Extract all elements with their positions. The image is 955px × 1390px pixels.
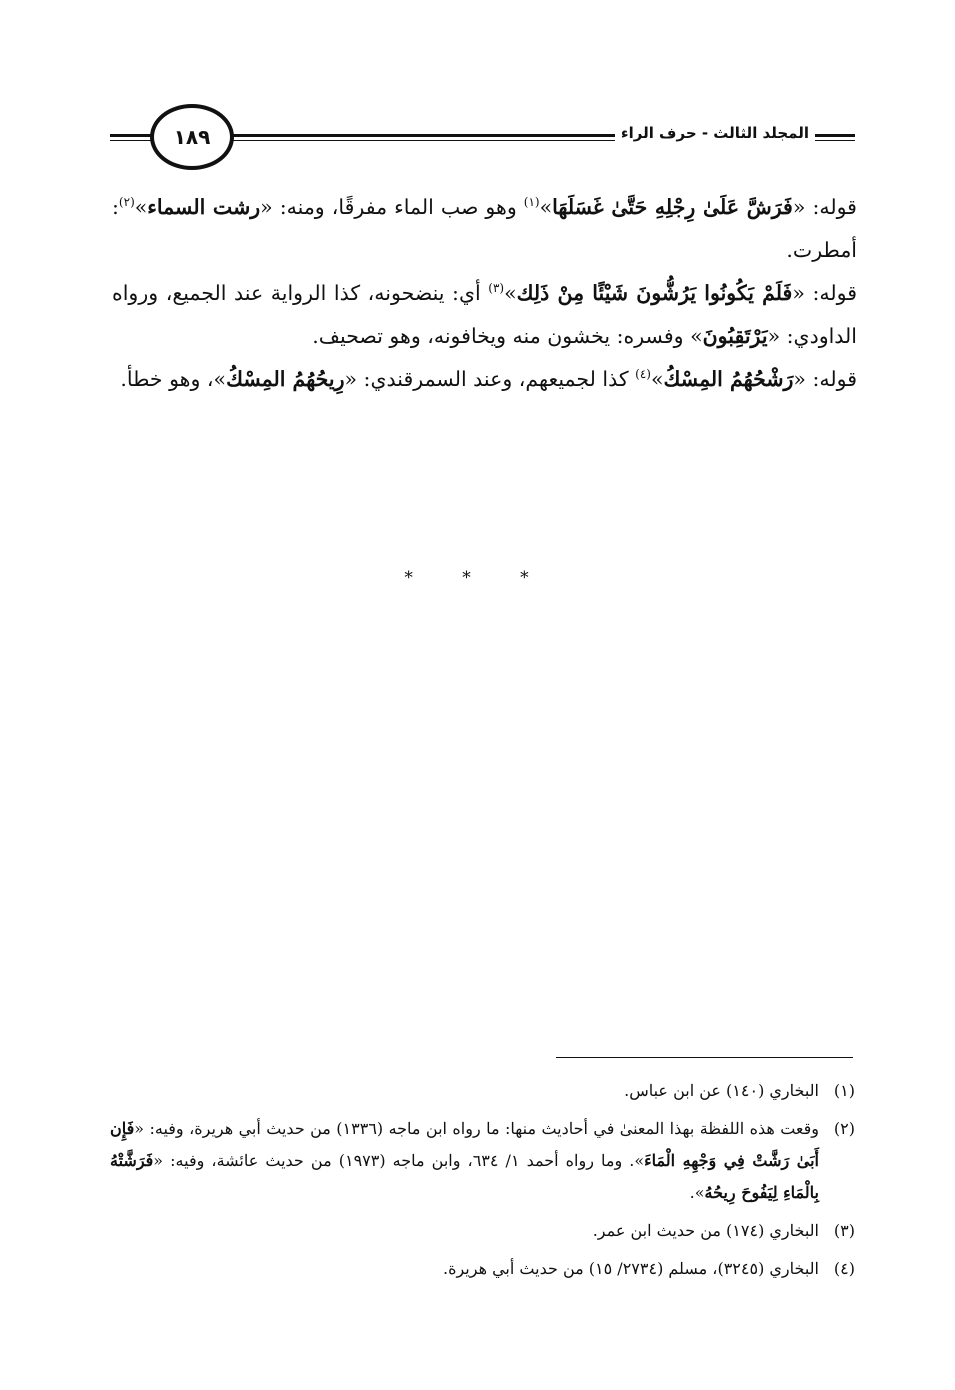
running-title: المجلد الثالث - حرف الراء [615, 124, 815, 142]
hadith-quote: فَرَشَّ عَلَىٰ رِجْلِهِ حَتَّىٰ غَسَلَهَا [552, 195, 793, 219]
page-header [110, 104, 855, 168]
hadith-quote: رَشْحُهُمُ المِسْكُ [663, 367, 794, 391]
footnote-ref: (٤) [635, 367, 651, 382]
main-text [112, 186, 857, 401]
entry-yarushshun: قوله: «فَلَمْ يَكُونُوا يَرُشُّونَ شَيْئًا مِنْ ذَلِك»$^{(٣)}$ أي: ينضحونه، كذا الرواية عند الجميع، ورواه الداودي: «يَرْتَقِبُونَ» وفسره: يخشون منه ويخافونه، وهو تصحيف. [112, 281, 857, 348]
footnote-number: (٢) [833, 1119, 855, 1138]
entry-rashhuhum: قوله: «رَشْحُهُمُ المِسْكُ»$^{(٤)}$ كذا لجميعهم، وعند السمرقندي: «رِيحُهُمُ المِسْكُ»، وهو خطأ. [120, 367, 857, 391]
footnote-ref: (٢) [118, 195, 135, 210]
footnote-number: (٣) [833, 1221, 855, 1240]
footnote-number: (٤) [833, 1259, 855, 1278]
section-separator-stars: * * * [404, 568, 551, 588]
variant-reading: يَرْتَقِبُونَ [702, 324, 768, 348]
footnote-text: وقعت هذه اللفظة بهذا المعنىٰ في أحاديث منها: ما رواه ابن ماجه (١٣٣٦) من حديث أبي هريرة، وفيه: «فَإِن أَبَىٰ رَشَّتْ فِي وَجْهِهِ الْمَاءَ». وما رواه أحمد ١/ ٦٣٤، وابن ماجه (١٩٧٣) من حديث عائشة، وفيه: «فَرَشَّتْهُ بِالْمَاءِ لِيَفُوحَ رِيحُهُ». [110, 1119, 820, 1202]
hadith-quote: فَلَمْ يَكُونُوا يَرُشُّونَ شَيْئًا مِنْ ذَلِك [516, 281, 793, 305]
header-rule-left-thin [110, 140, 154, 141]
footnote-item [110, 1075, 855, 1107]
footnote-item [110, 1215, 855, 1247]
footnote-quote: فَإِن أَبَىٰ رَشَّتْ فِي وَجْهِهِ الْمَاءَ [110, 1119, 819, 1170]
footnote-text: البخاري (١٤٠) عن ابن عباس. [624, 1081, 819, 1100]
footnote-separator [556, 1057, 853, 1058]
footnote-text: البخاري (١٧٤) من حديث ابن عمر. [592, 1221, 819, 1240]
footnote-ref: (٣) [488, 281, 505, 296]
variant-reading: رِيحُهُمُ المِسْكُ [226, 367, 345, 391]
footnote-ref: (١) [523, 195, 540, 210]
quoted-phrase: رشت السماء [147, 195, 261, 219]
footnote-text: البخاري (٣٢٤٥)، مسلم (٢٧٣٤/ ١٥) من حديث أبي هريرة. [442, 1259, 819, 1278]
header-rule-left [110, 134, 154, 137]
footnote-quote: فَرَشَّتْهُ بِالْمَاءِ لِيَفُوحَ رِيحُهُ [110, 1151, 819, 1202]
page-number: ١٨٩ [150, 104, 234, 170]
footnotes [110, 1075, 855, 1291]
footnote-item [110, 1113, 855, 1209]
footnote-number: (١) [833, 1081, 855, 1100]
entry-rashsha: قوله: «فَرَشَّ عَلَىٰ رِجْلِهِ حَتَّىٰ غَسَلَهَا»$^{(١)}$ وهو صب الماء مفرقًا، ومنه: «رشت السماء»$^{(٢)}$: أمطرت. [112, 195, 857, 262]
footnote-item [110, 1253, 855, 1285]
